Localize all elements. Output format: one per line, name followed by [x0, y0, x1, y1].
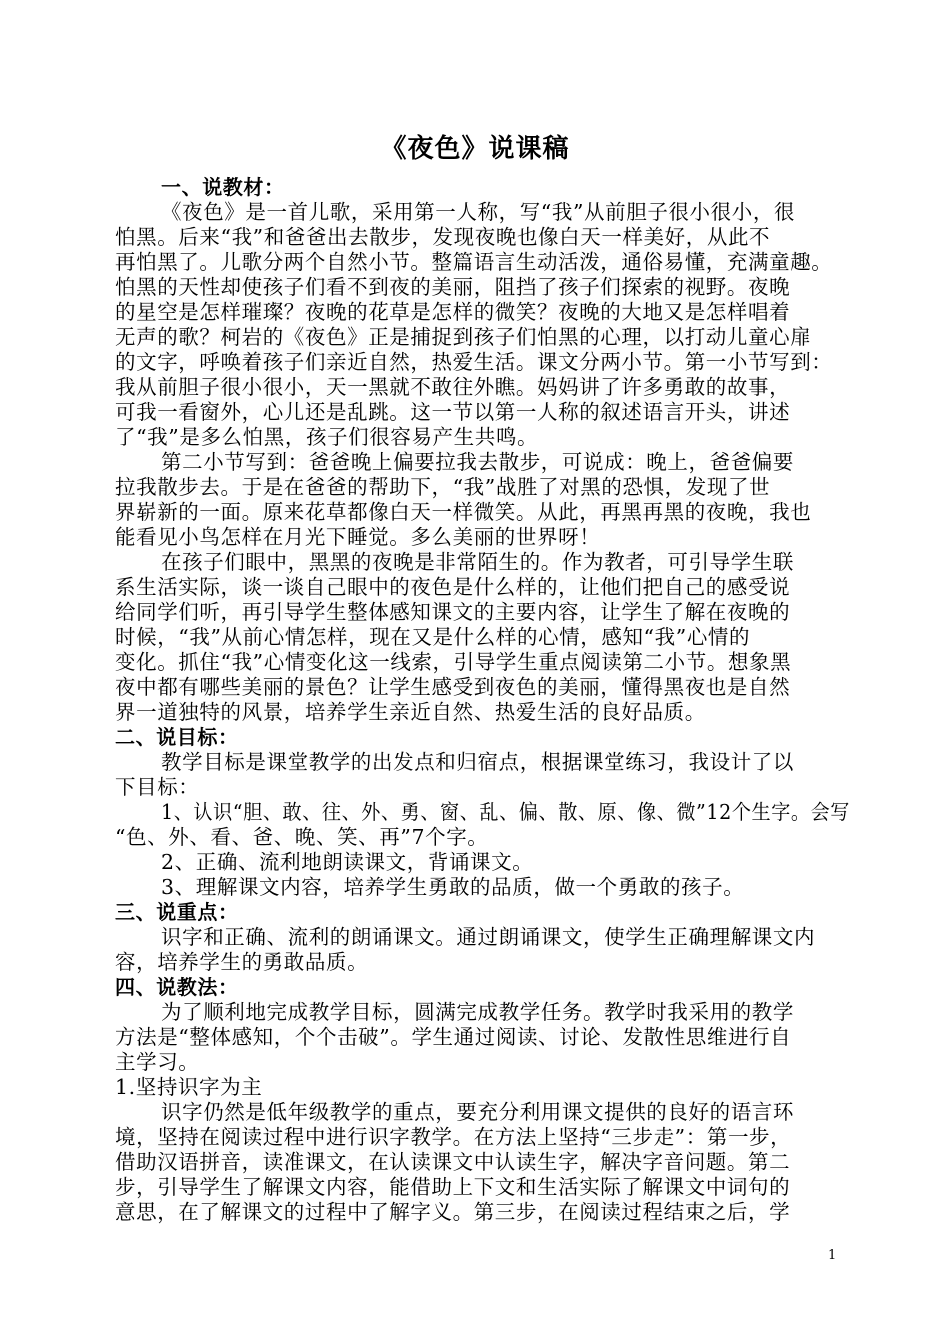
text-line: 的星空是怎样璀璨？夜晚的花草是怎样的微笑？夜晚的大地又是怎样唱着	[115, 300, 791, 324]
text-line: 在孩子们眼中，黑黑的夜晚是非常陌生的。作为教者，可引导学生联	[161, 550, 794, 574]
document-title: 《夜色》说课稿	[380, 134, 570, 164]
text-line: 变化。抓住“我”心情变化这一线索，引导学生重点阅读第二小节。想象黑	[115, 650, 792, 674]
text-line: 怕黑。后来“我”和爸爸出去散步，发现夜晚也像白天一样美好，从此不	[115, 225, 771, 249]
text-line: 第二小节写到：爸爸晚上偏要拉我去散步，可说成：晚上，爸爸偏要	[161, 450, 794, 474]
text-line: 可我一看窗外，心儿还是乱跳。这一节以第一人称的叙述语言开头，讲述	[115, 400, 791, 424]
text-line: 识字仍然是低年级教学的重点，要充分利用课文提供的良好的语言环	[161, 1100, 794, 1124]
text-line: 为了顺利地完成教学目标，圆满完成教学任务。教学时我采用的教学	[161, 1000, 794, 1024]
text-line: 主学习。	[115, 1050, 200, 1074]
text-line: 方法是“整体感知，个个击破”。学生通过阅读、讨论、发散性思维进行自	[115, 1025, 792, 1049]
text-line: 1、认识“胆、敢、往、外、勇、窗、乱、偏、散、原、像、微”12个生字。会写	[161, 800, 850, 824]
text-line: 的文字，呼唤着孩子们亲近自然，热爱生活。课文分两小节。第一小节写到：	[115, 350, 833, 374]
section-heading: 三、说重点：	[115, 900, 239, 924]
text-line: 意思，在了解课文的过程中了解字义。第三步，在阅读过程结束之后，学	[115, 1200, 791, 1224]
text-line: 无声的歌？柯岩的《夜色》正是捕捉到孩子们怕黑的心理，以打动儿童心扉	[115, 325, 812, 349]
text-line: 系生活实际，谈一谈自己眼中的夜色是什么样的，让他们把自己的感受说	[115, 575, 791, 599]
document-body	[115, 175, 855, 1225]
section-heading: 一、说教材：	[161, 175, 285, 199]
text-line: 2、正确、流利地朗读课文，背诵课文。	[161, 850, 534, 874]
page-number: 1	[828, 1248, 837, 1263]
text-line: 3、理解课文内容，培养学生勇敢的品质，做一个勇敢的孩子。	[161, 875, 745, 899]
text-line: 境，坚持在阅读过程中进行识字教学。在方法上坚持“三步走”：第一步，	[115, 1125, 792, 1149]
text-line: 界一道独特的风景，培养学生亲近自然、热爱生活的良好品质。	[115, 700, 706, 724]
section-heading: 四、说教法：	[115, 975, 239, 999]
text-line: 给同学们听，再引导学生整体感知课文的主要内容，让学生了解在夜晚的	[115, 600, 791, 624]
text-line: 能看见小鸟怎样在月光下睡觉。多么美丽的世界呀！	[115, 525, 601, 549]
text-line: 了“我”是多么怕黑，孩子们很容易产生共鸣。	[115, 425, 539, 449]
text-line: 容，培养学生的勇敢品质。	[115, 950, 369, 974]
text-line: 教学目标是课堂教学的出发点和归宿点，根据课堂练习，我设计了以	[161, 750, 794, 774]
text-line: 怕黑的天性却使孩子们看不到夜的美丽，阻挡了孩子们探索的视野。夜晚	[115, 275, 791, 299]
text-line: 再怕黑了。儿歌分两个自然小节。整篇语言生动活泼，通俗易懂，充满童趣。	[115, 250, 833, 274]
text-line: 拉我散步去。于是在爸爸的帮助下，“我”战胜了对黑的恐惧，发现了世	[115, 475, 771, 499]
text-line: 下目标：	[115, 775, 200, 799]
section-heading: 二、说目标：	[115, 725, 239, 749]
text-line: 1.坚持识字为主	[115, 1075, 263, 1099]
text-line: 《夜色》是一首儿歌，采用第一人称，写“我”从前胆子很小很小，很	[161, 200, 796, 224]
text-line: 时候，“我”从前心情怎样，现在又是什么样的心情，感知“我”心情的	[115, 625, 751, 649]
text-line: “色、外、看、爸、晚、笑、再”7个字。	[115, 825, 489, 849]
text-line: 识字和正确、流利的朗诵课文。通过朗诵课文，使学生正确理解课文内	[161, 925, 816, 949]
text-line: 夜中都有哪些美丽的景色？让学生感受到夜色的美丽，懂得黑夜也是自然	[115, 675, 791, 699]
text-line: 步，引导学生了解课文内容，能借助上下文和生活实际了解课文中词句的	[115, 1175, 791, 1199]
text-line: 我从前胆子很小很小，天一黑就不敢往外瞧。妈妈讲了许多勇敢的故事，	[115, 375, 791, 399]
text-line: 界崭新的一面。原来花草都像白天一样微笑。从此，再黑再黑的夜晚，我也	[115, 500, 812, 524]
text-line: 借助汉语拼音，读准课文，在认读课文中认读生字，解决字音问题。第二	[115, 1150, 791, 1174]
